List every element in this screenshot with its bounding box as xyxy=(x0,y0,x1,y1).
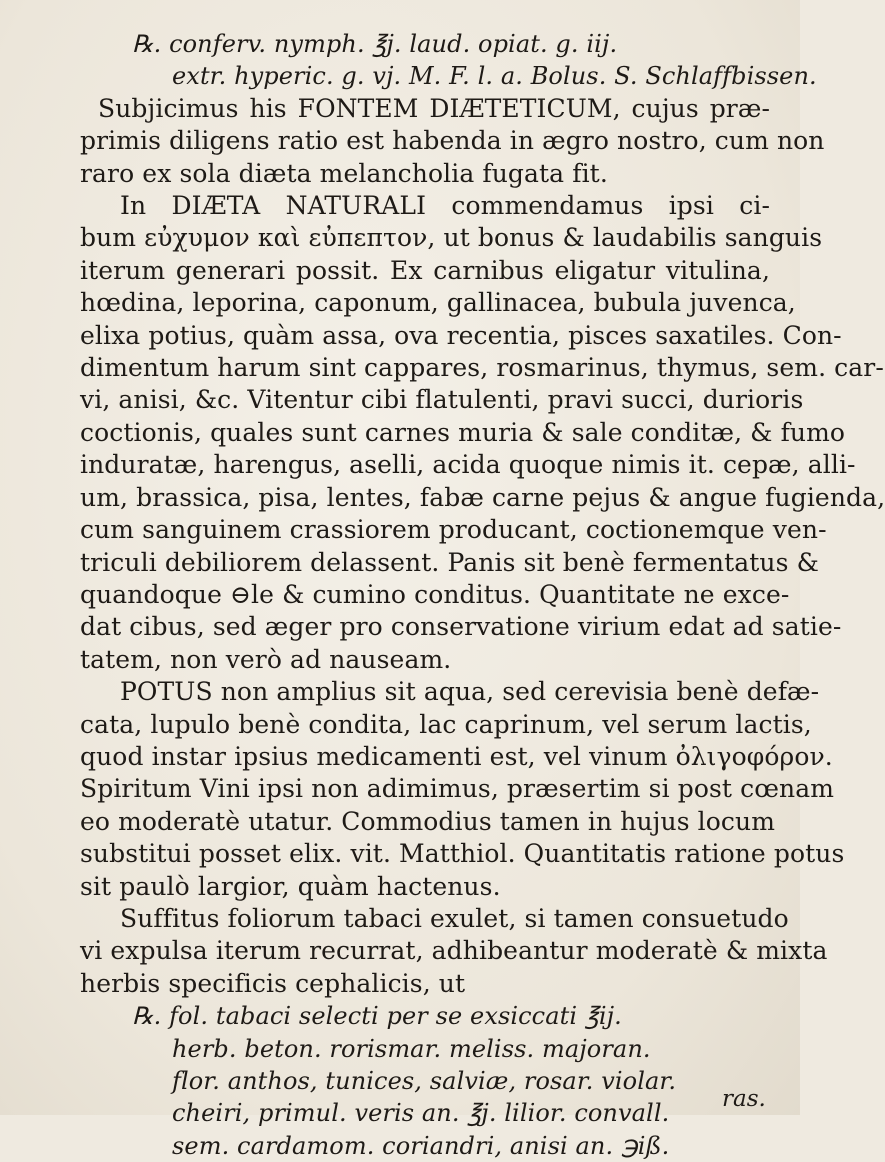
text-line: cum sanguinem crassiorem producant, coctionemque ven- xyxy=(80,515,827,545)
document-body xyxy=(80,28,885,1162)
text-line: eo moderatè utatur. Commodius tamen in hujus locum xyxy=(80,806,776,836)
text-line: vi, anisi, &c. Vitentur cibi flatulenti, pravi succi, durioris xyxy=(80,385,804,415)
prescription-line: herb. beton. rorismar. meliss. majoran. xyxy=(172,1034,651,1063)
text-line: herbis specificis cephalicis, ut xyxy=(80,968,466,998)
catchword: ras. xyxy=(722,1086,766,1112)
text-line: substitui posset elix. vit. Matthiol. Quantitatis ratione potus xyxy=(80,839,845,869)
prescription-line-2: extr. hyperic. g. vj. M. F. l. a. Bolus. S. Schlaffbissen. xyxy=(172,62,817,91)
text-line: primis diligens ratio est habenda in ægro nostro, cum non xyxy=(80,126,825,156)
text-line: induratæ, harengus, aselli, acida quoque nimis it. cepæ, alli- xyxy=(80,450,856,480)
text-line: iterum generari possit. Ex carnibus eligatur vitulina, xyxy=(80,255,770,285)
text-line: Suffitus foliorum tabaci exulet, si tamen consuetudo xyxy=(120,903,789,933)
prescription-line-1: ℞. conferv. nymph. ℥j. laud. opiat. g. iij. xyxy=(132,30,618,58)
text-line: sit paulò largior, quàm hactenus. xyxy=(80,871,501,901)
text-line: vi expulsa iterum recurrat, adhibeantur moderatè & mixta xyxy=(80,936,828,966)
prescription-line: flor. anthos, tunices, salviæ, rosar. violar. xyxy=(172,1067,677,1095)
text-line: tatem, non verò ad nauseam. xyxy=(80,644,452,674)
prescription-line: cheiri, primul. veris an. ℥j. lilior. convall. xyxy=(172,1099,670,1128)
text-line: um, brassica, pisa, lentes, fabæ carne pejus & angue fugienda, xyxy=(80,482,885,512)
text-line: POTUS non amplius sit aqua, sed cerevisia benè defæ- xyxy=(120,677,820,707)
text-line: In DIÆTA NATURALI commendamus ipsi ci- xyxy=(120,191,770,221)
text-line: elixa potius, quàm assa, ova recentia, pisces saxatiles. Con- xyxy=(80,320,842,350)
text-line: bum εὐχυμον καὶ εὐπεπτον, ut bonus & laudabilis sanguis xyxy=(80,223,823,253)
text-line: Spiritum Vini ipsi non adimimus, præsertim si post cœnam xyxy=(80,774,835,804)
text-line: cata, lupulo benè condita, lac caprinum, vel serum lactis, xyxy=(80,709,812,739)
text-line: raro ex sola diæta melancholia fugata fit. xyxy=(80,158,608,188)
text-line: Subjicimus his FONTEM DIÆTETICUM, cujus præ- xyxy=(98,93,770,123)
prescription-line: ℞. fol. tabaci selecti per se exsiccati ℥ij. xyxy=(132,1002,622,1031)
text-line: coctionis, quales sunt carnes muria & sale conditæ, & fumo xyxy=(80,417,846,447)
text-line: dat cibus, sed æger pro conservatione virium edat ad satie- xyxy=(80,612,842,642)
text-line: quandoque ⊖le & cumino conditus. Quantitate ne exce- xyxy=(80,579,790,609)
text-line: triculi debiliorem delassent. Panis sit benè fermentatus & xyxy=(80,547,819,577)
text-line: quod instar ipsius medicamenti est, vel vinum ὀλιγοφόρον. xyxy=(80,741,833,771)
prescription-line: sem. cardamom. coriandri, anisi an. ℈iß. xyxy=(172,1131,670,1160)
text-line: dimentum harum sint cappares, rosmarinus, thymus, sem. car- xyxy=(80,353,884,383)
text-line: hœdina, leporina, caponum, gallinacea, bubula juvenca, xyxy=(80,288,796,318)
